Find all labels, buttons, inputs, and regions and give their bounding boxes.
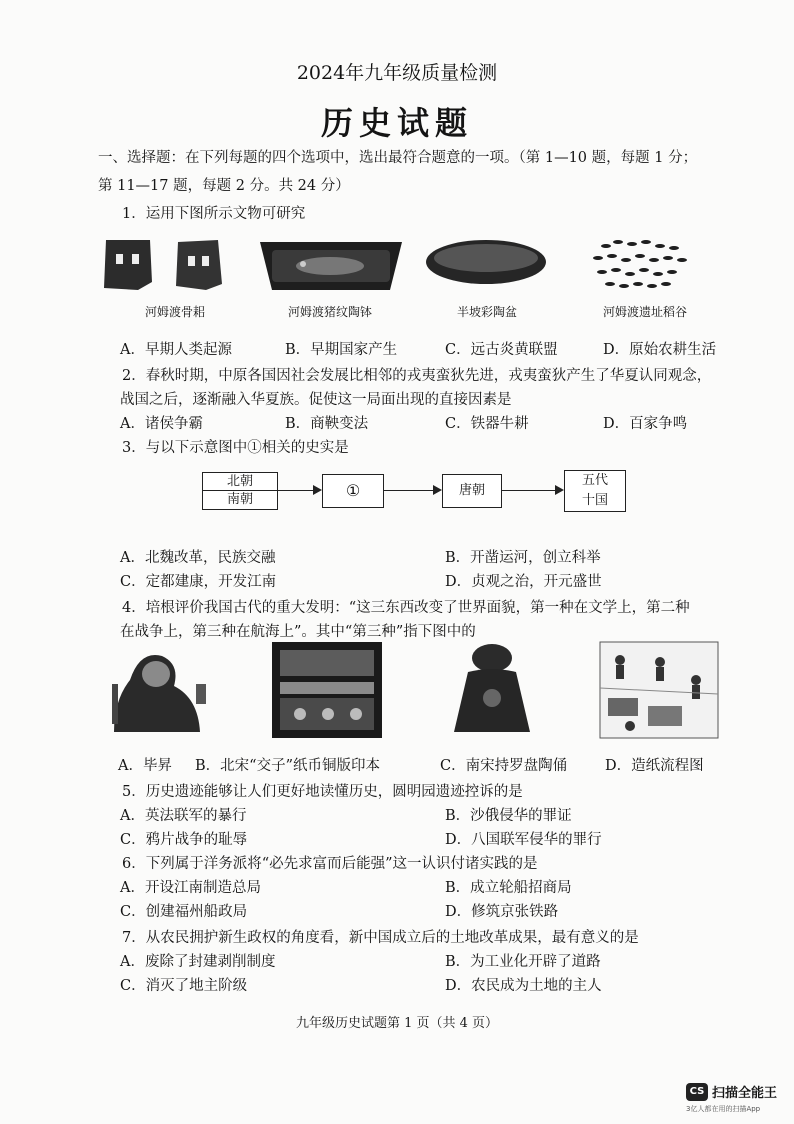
q7-option-a: A．废除了封建剥削制度 [120,954,276,970]
q7-option-d: D．农民成为土地的主人 [445,978,602,994]
section-instructions-line1: 一、选择题：在下列每题的四个选项中，选出最符合题意的一项。（第 1—10 题，每题 1 分； [98,150,698,166]
q1-option-d: D．原始农耕生活 [603,342,717,358]
bone-spade-image [104,240,222,290]
q4-invention-images [100,640,720,740]
q6-option-b: B．成立轮船招商局 [445,880,572,896]
q4-stem-line2: 在战争上，第三种在航海上”。其中“第三种”指下图中的 [120,624,476,640]
q3-option-c: C．定都建康，开发江南 [120,574,277,590]
q2-option-b: B．商鞅变法 [285,416,369,432]
diagram-box-tang: 唐朝 [442,474,502,508]
bi-sheng-portrait-image [112,655,206,732]
diagram-box-five-dynasties [564,470,626,512]
q3-stem: 3．与以下示意图中①相关的史实是 [122,440,349,456]
q6-option-c: C．创建福州船政局 [120,904,248,920]
pig-pattern-bowl-image [260,242,402,290]
jiaozi-banknote-image [272,642,382,738]
q6-stem: 6．下列属于洋务派将“必先求富而后能强”这一认识付诸实践的是 [122,856,538,872]
diagram-ten-kingdoms: 十国 [581,493,608,508]
q2-option-a: A．诸侯争霸 [120,416,203,432]
rice-grains-image [593,240,687,288]
diagram-box-blank: ① [322,474,384,508]
q1-caption-3: 半坡彩陶盆 [456,305,517,319]
q1-artifact-images [98,232,710,302]
q3-option-b: B．开凿运河，创立科举 [445,550,601,566]
camscanner-name: 扫描全能王 [712,1086,778,1101]
q1-stem: 1．运用下图所示文物可研究 [122,206,306,222]
q2-stem-line1: 2．春秋时期，中原各国因社会发展比相邻的戎夷蛮狄先进，戎夷蛮狄产生了华夏认同观念， [122,368,712,384]
camscanner-logo-icon: CS [686,1083,708,1101]
section-instructions-line2: 第 11—17 题，每题 2 分。共 24 分） [98,178,350,194]
q4-stem-line1: 4．培根评价我国古代的重大发明：“这三东西改变了世界面貌，第一种在文学上，第二种 [122,600,690,616]
q5-stem: 5．历史遗迹能够让人们更好地读懂历史，圆明园遗迹控诉的是 [122,784,523,800]
q6-option-d: D．修筑京张铁路 [445,904,559,920]
diagram-arrow-2 [384,490,440,491]
painted-pottery-basin-image [426,240,546,284]
q5-option-d: D．八国联军侵华的罪行 [445,832,602,848]
diagram-north-dynasty: 北朝 [203,473,277,491]
diagram-arrow-1 [278,490,320,491]
q5-option-c: C．鸦片战争的耻辱 [120,832,248,848]
diagram-arrow-3 [502,490,562,491]
exam-subtitle: 2024年九年级质量检测 [296,62,498,84]
q1-option-b: B．早期国家产生 [285,342,398,358]
camscanner-tagline: 3亿人都在用的扫描App [686,1105,761,1113]
q4-option-c: C．南宋持罗盘陶俑 [440,758,568,774]
q7-option-c: C．消灭了地主阶级 [120,978,248,994]
papermaking-process-image [600,642,718,738]
q7-stem: 7．从农民拥护新生政权的角度看，新中国成立后的土地改革成果，最有意义的是 [122,930,639,946]
q1-caption-4: 河姆渡遗址稻谷 [602,305,687,319]
q5-option-b: B．沙俄侵华的罪证 [445,808,572,824]
q2-option-d: D．百家争鸣 [603,416,688,432]
q4-option-b: B．北宋“交子”纸币铜版印本 [195,758,380,774]
q4-option-d: D．造纸流程图 [605,758,704,774]
q1-caption-1: 河姆渡骨耜 [144,305,205,319]
q1-option-c: C．远古炎黄联盟 [445,342,558,358]
exam-title: 历史试题 [320,104,473,142]
diagram-box-north-south [202,472,278,510]
page-footer: 九年级历史试题第 1 页（共 4 页） [295,1016,499,1031]
q7-option-b: B．为工业化开辟了道路 [445,954,601,970]
q1-caption-2: 河姆渡猪纹陶钵 [287,305,372,319]
q5-option-a: A．英法联军的暴行 [120,808,247,824]
q3-option-d: D．贞观之治，开元盛世 [445,574,602,590]
compass-figurine-image [454,644,530,732]
q2-stem-line2: 战国之后，逐渐融入华夏族。促使这一局面出现的直接因素是 [120,392,512,408]
q3-option-a: A．北魏改革，民族交融 [120,550,276,566]
q2-option-c: C．铁器牛耕 [445,416,529,432]
diagram-five-dynasties: 五代 [581,473,608,488]
q4-option-a: A．毕昇 [118,758,172,774]
q6-option-a: A．开设江南制造总局 [120,880,261,896]
diagram-south-dynasty: 南朝 [226,492,253,507]
q1-option-a: A．早期人类起源 [120,342,232,358]
